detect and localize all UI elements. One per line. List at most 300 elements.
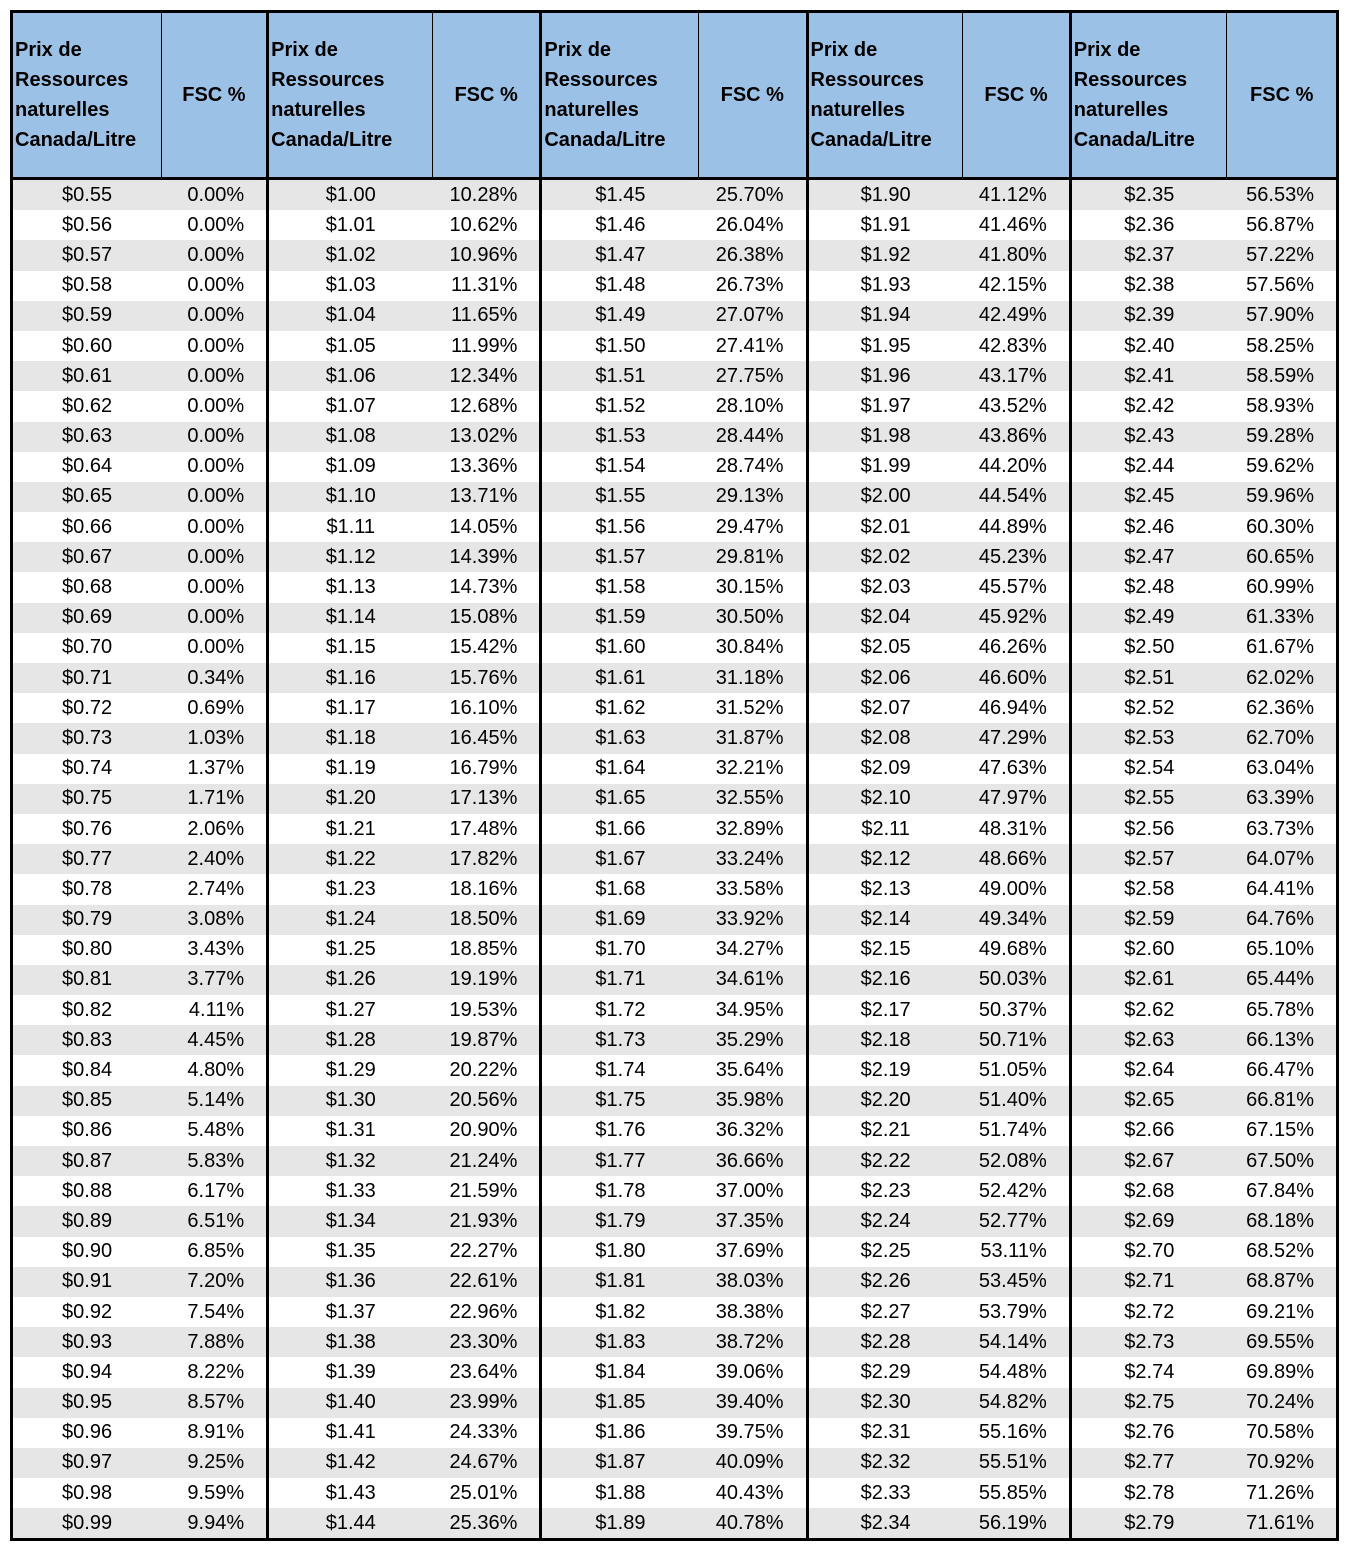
table-row [12,723,1338,753]
header-price-line: Ressources [544,69,658,91]
fsc-cell: 60.65% [1227,542,1338,572]
table-row [12,995,1338,1025]
table-row [12,1267,1338,1297]
fsc-cell: 38.38% [699,1297,807,1327]
fsc-cell: 22.27% [432,1237,540,1267]
table-row [12,179,1338,211]
price-cell: $2.71 [1070,1267,1227,1297]
fsc-cell: 19.53% [432,995,540,1025]
price-cell: $1.26 [268,965,433,995]
fsc-cell: 5.14% [161,1086,267,1116]
fsc-cell: 38.72% [699,1327,807,1357]
price-cell: $1.75 [541,1086,699,1116]
table-row [12,1025,1338,1055]
price-cell: $0.60 [12,331,162,361]
fsc-cell: 40.78% [699,1508,807,1540]
price-cell: $2.72 [1070,1297,1227,1327]
fsc-cell: 46.26% [963,633,1070,663]
price-cell: $2.27 [807,1297,963,1327]
price-cell: $1.29 [268,1055,433,1085]
fsc-cell: 22.96% [432,1297,540,1327]
fsc-cell: 62.36% [1227,693,1338,723]
fsc-cell: 14.05% [432,512,540,542]
price-cell: $1.63 [541,723,699,753]
fsc-cell: 26.04% [699,210,807,240]
price-cell: $2.13 [807,874,963,904]
price-cell: $1.53 [541,422,699,452]
price-cell: $2.01 [807,512,963,542]
fsc-cell: 31.18% [699,663,807,693]
table-row [12,1055,1338,1085]
fsc-cell: 15.42% [432,633,540,663]
price-cell: $0.59 [12,301,162,331]
fsc-cell: 1.37% [161,754,267,784]
price-cell: $1.83 [541,1327,699,1357]
fsc-cell: 43.86% [963,422,1070,452]
price-cell: $2.09 [807,754,963,784]
fsc-cell: 68.18% [1227,1206,1338,1236]
price-cell: $1.25 [268,935,433,965]
fsc-cell: 20.22% [432,1055,540,1085]
price-cell: $2.07 [807,693,963,723]
price-cell: $2.21 [807,1116,963,1146]
price-cell: $0.57 [12,240,162,270]
fsc-cell: 42.15% [963,271,1070,301]
table-row [12,754,1338,784]
price-cell: $1.87 [541,1448,699,1478]
fsc-cell: 0.00% [161,271,267,301]
price-cell: $2.12 [807,844,963,874]
header-fsc-5: FSC % [1227,12,1338,179]
fsc-cell: 48.31% [963,814,1070,844]
fsc-cell: 42.49% [963,301,1070,331]
price-cell: $2.46 [1070,512,1227,542]
price-cell: $1.03 [268,271,433,301]
fsc-cell: 32.89% [699,814,807,844]
table-row [12,1357,1338,1387]
table-row [12,935,1338,965]
fsc-cell: 35.98% [699,1086,807,1116]
fsc-cell: 18.16% [432,874,540,904]
price-cell: $1.17 [268,693,433,723]
header-price-line: Prix de [271,39,338,61]
price-cell: $2.55 [1070,784,1227,814]
fsc-cell: 41.80% [963,240,1070,270]
price-cell: $1.48 [541,271,699,301]
price-cell: $2.22 [807,1146,963,1176]
fsc-cell: 0.00% [161,542,267,572]
fsc-cell: 10.96% [432,240,540,270]
price-cell: $1.13 [268,572,433,602]
fsc-cell: 16.10% [432,693,540,723]
header-price-line: Canada/Litre [1073,129,1195,151]
price-cell: $2.48 [1070,572,1227,602]
fsc-cell: 65.44% [1227,965,1338,995]
fsc-cell: 11.99% [432,331,540,361]
fsc-cell: 0.00% [161,603,267,633]
fsc-cell: 17.48% [432,814,540,844]
price-cell: $2.06 [807,663,963,693]
price-cell: $2.24 [807,1206,963,1236]
fsc-cell: 18.85% [432,935,540,965]
fsc-cell: 35.64% [699,1055,807,1085]
fsc-cell: 1.71% [161,784,267,814]
table-row [12,572,1338,602]
fsc-cell: 19.19% [432,965,540,995]
table-row [12,874,1338,904]
price-cell: $1.38 [268,1327,433,1357]
price-cell: $1.21 [268,814,433,844]
fsc-cell: 2.40% [161,844,267,874]
table-row [12,1116,1338,1146]
fsc-cell: 39.75% [699,1418,807,1448]
header-price-3 [541,12,699,179]
fsc-cell: 55.85% [963,1478,1070,1508]
fsc-cell: 34.61% [699,965,807,995]
price-cell: $2.75 [1070,1388,1227,1418]
price-cell: $1.24 [268,905,433,935]
fsc-cell: 0.34% [161,663,267,693]
header-price-line: Canada/Litre [15,129,137,151]
table-row [12,844,1338,874]
fsc-cell: 17.82% [432,844,540,874]
fsc-cell: 4.11% [161,995,267,1025]
price-cell: $2.76 [1070,1418,1227,1448]
fsc-cell: 33.58% [699,874,807,904]
price-cell: $2.70 [1070,1237,1227,1267]
fsc-cell: 26.38% [699,240,807,270]
price-cell: $2.64 [1070,1055,1227,1085]
fsc-cell: 47.97% [963,784,1070,814]
price-cell: $1.84 [541,1357,699,1387]
price-cell: $1.30 [268,1086,433,1116]
price-cell: $1.06 [268,361,433,391]
header-price-line: naturelles [271,99,366,121]
header-price-line: naturelles [544,99,639,121]
price-cell: $2.69 [1070,1206,1227,1236]
price-cell: $2.53 [1070,723,1227,753]
fsc-cell: 20.56% [432,1086,540,1116]
price-cell: $0.71 [12,663,162,693]
price-cell: $1.28 [268,1025,433,1055]
table-row [12,1297,1338,1327]
fsc-cell: 65.78% [1227,995,1338,1025]
table-row [12,784,1338,814]
fsc-cell: 61.33% [1227,603,1338,633]
price-cell: $0.95 [12,1388,162,1418]
price-cell: $1.31 [268,1116,433,1146]
fsc-cell: 59.62% [1227,452,1338,482]
table-row [12,422,1338,452]
header-price-line: Ressources [810,69,924,91]
price-cell: $1.36 [268,1267,433,1297]
fsc-cell: 24.33% [432,1418,540,1448]
price-cell: $1.67 [541,844,699,874]
price-cell: $1.94 [807,301,963,331]
price-cell: $0.97 [12,1448,162,1478]
fsc-cell: 25.36% [432,1508,540,1540]
fsc-cell: 5.48% [161,1116,267,1146]
fsc-cell: 7.20% [161,1267,267,1297]
fsc-cell: 57.22% [1227,240,1338,270]
fsc-cell: 28.10% [699,391,807,421]
fsc-cell: 66.47% [1227,1055,1338,1085]
price-cell: $1.40 [268,1388,433,1418]
header-row [12,12,1338,179]
price-cell: $0.80 [12,935,162,965]
table-row [12,1448,1338,1478]
table-row [12,663,1338,693]
fsc-cell: 24.67% [432,1448,540,1478]
fsc-cell: 14.39% [432,542,540,572]
price-cell: $1.72 [541,995,699,1025]
table-row [12,391,1338,421]
fsc-cell: 29.47% [699,512,807,542]
table-row [12,1206,1338,1236]
fsc-cell: 33.24% [699,844,807,874]
fsc-cell: 9.25% [161,1448,267,1478]
price-cell: $2.25 [807,1237,963,1267]
fsc-cell: 12.34% [432,361,540,391]
fsc-cell: 2.74% [161,874,267,904]
fsc-cell: 30.15% [699,572,807,602]
price-cell: $1.16 [268,663,433,693]
price-cell: $0.82 [12,995,162,1025]
fsc-cell: 53.79% [963,1297,1070,1327]
price-cell: $0.73 [12,723,162,753]
price-cell: $1.50 [541,331,699,361]
table-row [12,542,1338,572]
price-cell: $2.79 [1070,1508,1227,1540]
price-cell: $1.57 [541,542,699,572]
price-cell: $1.62 [541,693,699,723]
price-cell: $0.68 [12,572,162,602]
price-cell: $2.28 [807,1327,963,1357]
price-cell: $1.65 [541,784,699,814]
fsc-cell: 52.42% [963,1176,1070,1206]
fsc-cell: 37.35% [699,1206,807,1236]
price-cell: $1.98 [807,422,963,452]
fsc-cell: 0.00% [161,179,267,211]
fsc-cell: 25.01% [432,1478,540,1508]
price-cell: $0.72 [12,693,162,723]
fsc-cell: 12.68% [432,391,540,421]
price-cell: $1.59 [541,603,699,633]
fsc-cell: 53.11% [963,1237,1070,1267]
fsc-cell: 0.00% [161,512,267,542]
fuel-surcharge-table [10,10,1339,1541]
fsc-cell: 64.07% [1227,844,1338,874]
price-cell: $1.99 [807,452,963,482]
fsc-cell: 32.55% [699,784,807,814]
price-cell: $2.11 [807,814,963,844]
header-price-line: Prix de [544,39,612,61]
fsc-cell: 56.87% [1227,210,1338,240]
fsc-cell: 0.00% [161,331,267,361]
fsc-cell: 8.22% [161,1357,267,1387]
price-cell: $1.49 [541,301,699,331]
price-cell: $2.30 [807,1388,963,1418]
fsc-cell: 44.54% [963,482,1070,512]
price-cell: $1.82 [541,1297,699,1327]
price-cell: $2.32 [807,1448,963,1478]
fsc-cell: 54.48% [963,1357,1070,1387]
price-cell: $1.39 [268,1357,433,1387]
fsc-cell: 57.90% [1227,301,1338,331]
price-cell: $2.04 [807,603,963,633]
table-row [12,482,1338,512]
header-price-2 [268,12,433,179]
fsc-cell: 64.41% [1227,874,1338,904]
price-cell: $1.07 [268,391,433,421]
fsc-cell: 40.09% [699,1448,807,1478]
price-cell: $2.42 [1070,391,1227,421]
price-cell: $2.15 [807,935,963,965]
price-cell: $2.26 [807,1267,963,1297]
fsc-cell: 21.93% [432,1206,540,1236]
price-cell: $1.96 [807,361,963,391]
fsc-cell: 50.71% [963,1025,1070,1055]
price-cell: $2.66 [1070,1116,1227,1146]
fsc-cell: 70.58% [1227,1418,1338,1448]
fsc-cell: 16.79% [432,754,540,784]
fsc-cell: 59.28% [1227,422,1338,452]
fsc-cell: 47.29% [963,723,1070,753]
fsc-cell: 69.89% [1227,1357,1338,1387]
fsc-cell: 64.76% [1227,905,1338,935]
fsc-cell: 22.61% [432,1267,540,1297]
fsc-cell: 0.69% [161,693,267,723]
price-cell: $2.73 [1070,1327,1227,1357]
price-cell: $0.65 [12,482,162,512]
header-price-line: Prix de [810,39,878,61]
price-cell: $1.47 [541,240,699,270]
fsc-cell: 69.55% [1227,1327,1338,1357]
header-fsc-2: FSC % [432,12,540,179]
price-cell: $1.54 [541,452,699,482]
price-cell: $2.45 [1070,482,1227,512]
table-row [12,693,1338,723]
price-cell: $1.42 [268,1448,433,1478]
fsc-cell: 52.08% [963,1146,1070,1176]
price-cell: $2.74 [1070,1357,1227,1387]
fsc-cell: 43.17% [963,361,1070,391]
price-cell: $1.11 [268,512,433,542]
fsc-cell: 67.15% [1227,1116,1338,1146]
fsc-cell: 45.92% [963,603,1070,633]
price-cell: $0.85 [12,1086,162,1116]
price-cell: $0.89 [12,1206,162,1236]
price-cell: $2.00 [807,482,963,512]
price-cell: $1.68 [541,874,699,904]
table-row [12,1146,1338,1176]
price-cell: $1.00 [268,179,433,211]
price-cell: $0.75 [12,784,162,814]
fsc-cell: 34.27% [699,935,807,965]
price-cell: $1.91 [807,210,963,240]
price-cell: $1.43 [268,1478,433,1508]
fsc-cell: 50.37% [963,995,1070,1025]
price-cell: $2.52 [1070,693,1227,723]
price-cell: $0.70 [12,633,162,663]
price-cell: $2.68 [1070,1176,1227,1206]
price-cell: $2.43 [1070,422,1227,452]
fsc-cell: 44.20% [963,452,1070,482]
price-cell: $2.37 [1070,240,1227,270]
price-cell: $1.34 [268,1206,433,1236]
fsc-cell: 6.85% [161,1237,267,1267]
fsc-cell: 0.00% [161,572,267,602]
fsc-cell: 23.64% [432,1357,540,1387]
fsc-cell: 10.28% [432,179,540,211]
price-cell: $1.33 [268,1176,433,1206]
price-cell: $0.99 [12,1508,162,1540]
fsc-cell: 19.87% [432,1025,540,1055]
table-row [12,361,1338,391]
price-cell: $2.65 [1070,1086,1227,1116]
header-price-line: Ressources [271,69,385,91]
price-cell: $0.98 [12,1478,162,1508]
fsc-cell: 0.00% [161,391,267,421]
fsc-cell: 62.02% [1227,663,1338,693]
fsc-cell: 41.46% [963,210,1070,240]
fsc-cell: 51.74% [963,1116,1070,1146]
price-cell: $2.16 [807,965,963,995]
price-cell: $0.94 [12,1357,162,1387]
fsc-cell: 44.89% [963,512,1070,542]
price-cell: $2.61 [1070,965,1227,995]
fsc-cell: 3.43% [161,935,267,965]
price-cell: $1.08 [268,422,433,452]
price-cell: $1.89 [541,1508,699,1540]
fsc-cell: 49.34% [963,905,1070,935]
price-cell: $0.83 [12,1025,162,1055]
price-cell: $1.01 [268,210,433,240]
fsc-cell: 46.94% [963,693,1070,723]
price-cell: $1.15 [268,633,433,663]
header-fsc-1: FSC % [161,12,267,179]
fsc-cell: 29.13% [699,482,807,512]
price-cell: $0.67 [12,542,162,572]
price-cell: $0.76 [12,814,162,844]
fsc-cell: 0.00% [161,482,267,512]
fsc-cell: 55.16% [963,1418,1070,1448]
fsc-cell: 0.00% [161,452,267,482]
price-cell: $2.67 [1070,1146,1227,1176]
fsc-cell: 5.83% [161,1146,267,1176]
fsc-cell: 63.39% [1227,784,1338,814]
table-row [12,331,1338,361]
price-cell: $0.92 [12,1297,162,1327]
fsc-cell: 23.30% [432,1327,540,1357]
price-cell: $1.97 [807,391,963,421]
price-cell: $1.22 [268,844,433,874]
price-cell: $1.12 [268,542,433,572]
price-cell: $2.44 [1070,452,1227,482]
fsc-cell: 23.99% [432,1388,540,1418]
price-cell: $2.29 [807,1357,963,1387]
price-cell: $2.49 [1070,603,1227,633]
price-cell: $1.77 [541,1146,699,1176]
fsc-cell: 40.43% [699,1478,807,1508]
fsc-cell: 28.44% [699,422,807,452]
price-cell: $2.57 [1070,844,1227,874]
fsc-cell: 14.73% [432,572,540,602]
price-cell: $1.79 [541,1206,699,1236]
fsc-cell: 47.63% [963,754,1070,784]
price-cell: $2.78 [1070,1478,1227,1508]
price-cell: $1.55 [541,482,699,512]
